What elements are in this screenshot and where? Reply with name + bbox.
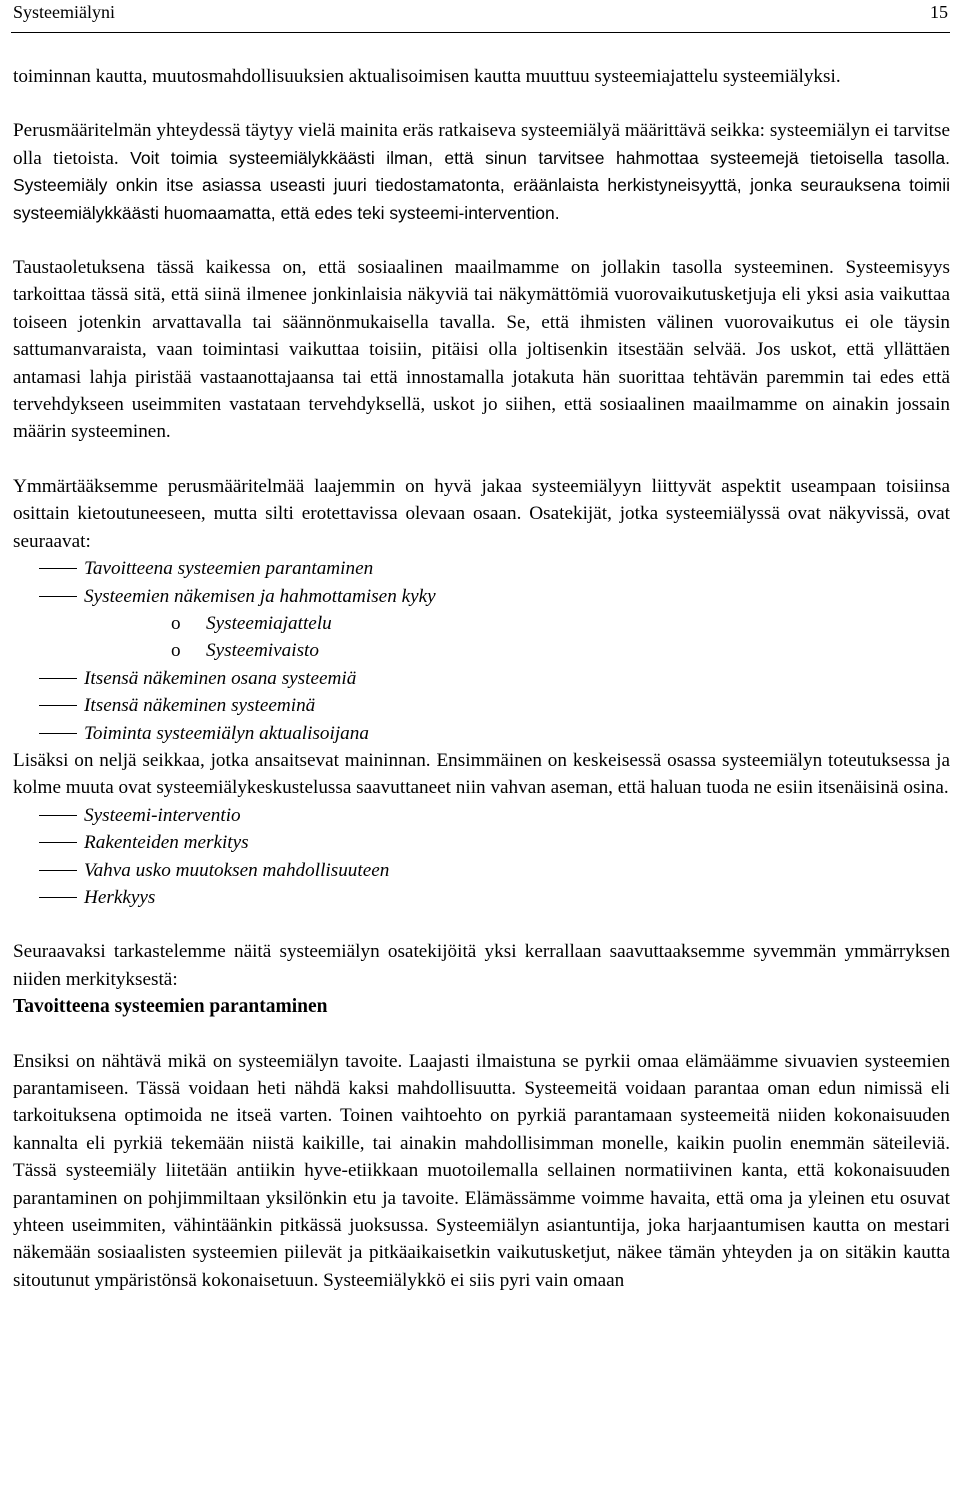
dash-bullet [39, 678, 77, 679]
list-item-label: Herkkyys [84, 886, 156, 908]
paragraph-3-part-b: Jos uskot, että yllättäen antamasi lahja piristää vastaanottajaansa tai että innostamalla jotakuta hän suorittaa tehtävän paremmin tai edes että tervehdykseen useimmiten vastataan tervehdyksellä, uskot jo siihen, että sosiaalinen maailmamme on ainakin jossain määrin systeeminen. [13, 339, 951, 443]
dash-bullet [39, 596, 77, 597]
aspects-list-2 [13, 802, 950, 912]
dash-bullet [39, 870, 77, 871]
list-item [13, 857, 950, 884]
page-header [11, 0, 950, 33]
paragraph-2 [13, 117, 950, 227]
list-item-label: Rakenteiden merkitys [84, 832, 249, 854]
list-item [13, 802, 950, 829]
paragraph-1: toiminnan kautta, muutosmahdollisuuksien aktualisoimisen kautta muuttuu systeemiajattelu systeemiälyksi. [13, 66, 841, 87]
sub-list-item [13, 610, 950, 637]
sub-list-item [13, 637, 950, 664]
list-item-label: Itsensä näkeminen osana systeemiä [84, 667, 357, 689]
list-item [13, 665, 950, 692]
paragraph-3 [13, 254, 950, 446]
aspects-list [13, 555, 950, 747]
sub-bullet-marker: o [171, 612, 181, 634]
paragraph-2-part-a: Perusmääritelmän yhteydessä täytyy vielä mainita eräs ratkaiseva systeemiälyä määrittävä seikka: systeemiälyn ei tarvitse olla tietoista. [13, 120, 950, 169]
paragraph-4-part-b: Osatekijät, jotka systeemiälyssä ovat näkyvissä, ovat seuraavat: [13, 503, 951, 552]
list-item-label: Tavoitteena systeemien parantaminen [84, 558, 374, 580]
paragraph-6: Seuraavaksi tarkastelemme näitä systeemiälyn osatekijöitä yksi kerrallaan saavuttaaksemme syvemmän ymmärryksen niiden merkityksestä: [13, 941, 950, 990]
list-item-label: Itsensä näkeminen systeeminä [84, 695, 316, 717]
paragraph-5-part-a: Lisäksi on neljä seikkaa, jotka ansaitsevat maininnan. [13, 749, 431, 771]
list-item [13, 884, 950, 911]
paragraph-2-part-b: Voit toimia systeemiälykkäästi ilman, että sinun tarvitsee hahmottaa systeemejä tietoisella tasolla. Systeemiäly onkin itse asiassa useasti juuri tiedostamatonta, eräänlaista herkistyneisyyttä, jonka seurauksena toimii systeemiälykkäästi huomaamatta, että edes teki systeemi-intervention. [13, 147, 950, 223]
sub-list-item-label: Systeemivaisto [206, 640, 319, 662]
list-item-label: Systeemien näkemisen ja hahmottamisen kyky [84, 585, 436, 607]
paragraph-4-part-a: Ymmärtääksemme perusmääritelmää laajemmin on hyvä jakaa systeemiälyyn liittyvät aspektit useampaan toisiinsa osittain kietoutuneeseen, mutta silti erotettavissa olevaan osaan. [13, 475, 950, 525]
running-title: Systeemiälyni [13, 2, 115, 22]
list-item [13, 720, 950, 747]
page-number: 15 [930, 2, 948, 22]
list-item-label: Toiminta systeemiälyn aktualisoijana [84, 722, 369, 744]
sub-bullet-marker: o [171, 640, 181, 662]
list-item [13, 829, 950, 856]
paragraph-5 [13, 747, 950, 802]
paragraph-5-part-b: Ensimmäinen on keskeisessä osassa systeemiälyn toteutuksessa ja kolme muuta ovat systeemiälykeskustelussa saavuttaneet niin vahvan aseman, että haluan tuoda ne esiin itsenäisinä osina. [13, 749, 951, 799]
list-item [13, 583, 950, 610]
list-item-label: Systeemi-interventio [84, 804, 241, 826]
dash-bullet [39, 568, 77, 569]
section-heading: Tavoitteena systeemien parantaminen [13, 996, 328, 1018]
sub-list-item-label: Systeemiajattelu [206, 612, 332, 634]
page-body [13, 63, 950, 1294]
list-item-label: Vahva usko muutoksen mahdollisuuteen [84, 859, 390, 881]
dash-bullet [39, 842, 77, 843]
list-item [13, 692, 950, 719]
dash-bullet [39, 815, 77, 816]
paragraph-4 [13, 473, 950, 555]
list-item [13, 555, 950, 582]
dash-bullet [39, 897, 77, 898]
paragraph-7: Ensiksi on nähtävä mikä on systeemiälyn tavoite. Laajasti ilmaistuna se pyrkii omaa elämäämme sivuavien systeemien parantamiseen. Tässä voidaan heti nähdä kaksi mahdollisuutta. Systeemeitä voidaan parantaa oman edun nimissä eli tarkoituksena optimoida ne itseä varten. Toinen vaihtoehto on pyrkiä parantamaan systeemeitä niiden kokonaisuuden kannalta eli pyrkiä tekemään niistä kaikille, tai ainakin mahdollisimman monelle, kaikin puolin enemmän säteileviä. Tässä systeemiäly liitetään antiikin hyve-etiikkaan muotoilemalla sellainen normatiivinen kanta, että kokonaisuuden parantaminen on pohjimmiltaan yksilönkin etu ja tavoite. Elämässämme voimme havaita, että oma ja yleinen etu osuvat yhteen useimmiten, vähintäänkin pitkässä juoksussa. Systeemiälyn asiantuntija, joka harjaantumisen kautta on mestari näkemään sosiaalisten systeemien piilevät ja pitkäaikaisetkin vaikutusketjut, näkee tämän yhteyden ja on sitäkin kautta sitoutunut ympäristönsä kokonaisetuun. Systeemiälykkö ei siis pyri vain omaan [13, 1050, 950, 1291]
dash-bullet [39, 705, 77, 706]
paragraph-3-part-a: Taustaoletuksena tässä kaikessa on, että sosiaalinen maailmamme on jollakin tasolla systeeminen. Systeemisyys tarkoittaa tässä sitä, että siinä ilmenee jonkinlaisia näkyviä tai näkymättömiä vuorovaikutusketjuja eli yksi asia vaikuttaa toiseen jotenkin arvattavalla tai säännönmukaisella tavalla. Se, että ihmisten välinen vuorovaikutus ei ole täysin sattumanvaraista, vaan toimintasi vaikuttaa toisiin, pitäisi olla joltisenkin itsestään selvää. [13, 257, 950, 361]
dash-bullet [39, 733, 77, 734]
